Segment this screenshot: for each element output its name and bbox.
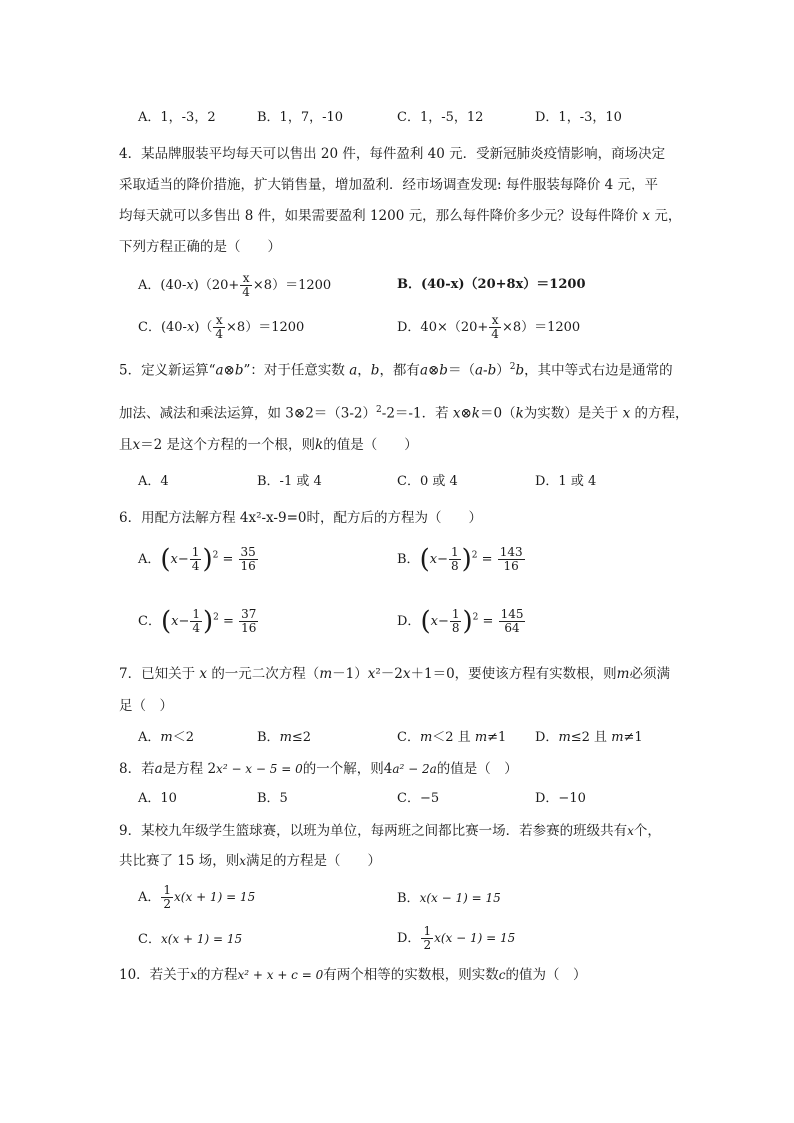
q8-option-a: A．10 [138, 791, 177, 806]
q6-option-d: D．(x− $\frac{1}{8}$ )$^2$ = $\frac{145}{64}$ [397, 606, 524, 637]
q8-stem: 8．若a是方程 2x² − x − 5 = 0的一个解，则4a² − 2a的值是（ ） [119, 761, 518, 777]
q5-option-b: B．-1 或 4 [257, 474, 322, 489]
q7-stem-line2: 足（ ） [119, 698, 173, 714]
q10-stem: 10．若关于x的方程x² + x + c = 0有两个相等的实数根，则实数c的值为（ ） [119, 967, 587, 983]
q9-option-d: D． $\frac{1}{2}$ x(x − 1) = 15 [397, 924, 516, 952]
q4-stem-line2: 采取适当的降价措施，扩大销售量，增加盈利．经市场调查发现: 每件服装每降价 4 元，平 [119, 177, 659, 193]
q4-option-a: A．(40-x)（20+ $\frac{x}{4}$ ×8）＝1200 [138, 271, 332, 299]
q8-option-b: B．5 [257, 791, 288, 806]
q4-stem-line1: 4．某品牌服装平均每天可以售出 20 件，每件盈利 40 元．受新冠肺炎疫情影响，商场决定 [119, 146, 666, 162]
q9-option-b: B．x(x − 1) = 15 [397, 891, 501, 906]
q6-stem: 6．用配方法解方程 4x²-x-9=0时，配方后的方程为（ ） [119, 510, 482, 526]
q6-option-c: C．(x− $\frac{1}{4}$ )$^2$ = $\frac{37}{16}$ [138, 606, 257, 637]
q6-option-b: B．(x− $\frac{1}{8}$ )$^2$ = $\frac{143}{16}$ [397, 544, 523, 575]
q5-stem-line2: 加法、减法和乘法运算，如 $3\otimes 2=(3-2)^2-2=-1$．若 x⊗k＝0（k为实数）是关于 x 的方程， [119, 405, 689, 422]
q7-stem-line1: 7．已知关于 x 的一元二次方程（m－1）x²－2x＋1＝0，要使该方程有实数根，则m必须满 [119, 666, 670, 682]
q9-stem-line1: 9．某校九年级学生篮球赛，以班为单位，每两班之间都比赛一场．若参赛的班级共有x个， [119, 823, 661, 839]
q8-option-d: D．−10 [535, 791, 586, 806]
q9-option-c: C．x(x + 1) = 15 [138, 932, 243, 947]
q6-option-a: A．(x− $\frac{1}{4}$ )$^2$ = $\frac{35}{16}$ [138, 544, 256, 575]
q7-option-b: B．m≤2 [257, 730, 312, 745]
q5-stem-line3: 且x＝2 是这个方程的一个根，则k的值是（ ） [119, 437, 418, 453]
q8-option-c: C．−5 [397, 791, 440, 806]
q3-option-d: D．1，-3，10 [535, 110, 622, 125]
q4-stem-line3: 均每天就可以多售出 8 件，如果需要盈利 1200 元，那么每件降价多少元？设每件降价 x 元， [119, 208, 682, 224]
q7-option-c: C．m＜2 且 m≠1 [397, 730, 507, 745]
q3-option-c: C．1，-5，12 [397, 110, 484, 125]
q4-option-d: D．40×（20+ $\frac{x}{4}$ ×8）＝1200 [397, 313, 581, 341]
q5-stem-line1: 5．定义新运算“a⊗b”：对于任意实数 a，b，都有$a\otimes b=(a-b)^2b$，其中等式右边是通常的 [119, 362, 673, 379]
q3-option-a: A．1，-3，2 [138, 110, 216, 125]
q4-stem-line4: 下列方程正确的是（ ） [119, 239, 281, 255]
q7-option-a: A．m＜2 [138, 730, 194, 745]
q9-option-a: A． $\frac{1}{2}$ x(x + 1) = 15 [138, 883, 256, 911]
q3-option-b: B．1，7，-10 [257, 110, 344, 125]
q4-option-c: C．(40-x)（ $\frac{x}{4}$ ×8）＝1200 [138, 313, 305, 341]
q5-option-a: A．4 [138, 474, 169, 489]
q5-option-c: C．0 或 4 [397, 474, 458, 489]
q4-option-b: B．(40-x)（20+8x）＝1200 [397, 277, 586, 292]
q5-option-d: D．1 或 4 [535, 474, 597, 489]
q7-option-d: D．m≤2 且 m≠1 [535, 730, 643, 745]
q9-stem-line2: 共比赛了 15 场，则x满足的方程是（ ） [119, 853, 382, 869]
